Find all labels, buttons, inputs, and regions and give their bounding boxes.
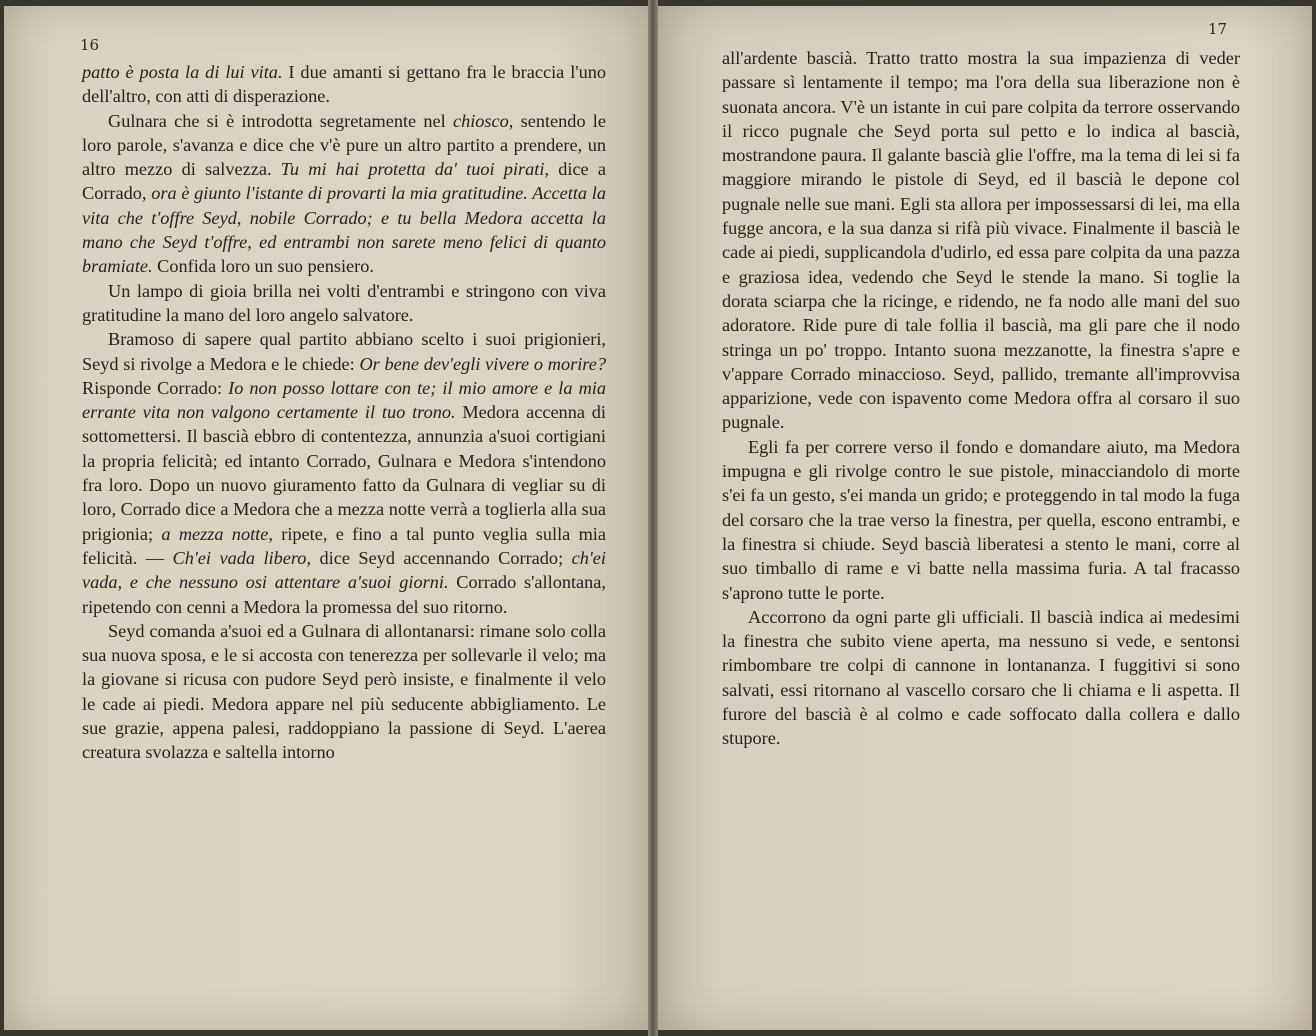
text-run: Corrado s'allontana, ripetendo con cenni a Medora la promessa del suo ritorno. <box>82 572 606 617</box>
italic-text-run: Tu mi hai protetta da' tuoi pirati, <box>280 159 550 180</box>
book-gutter <box>648 0 658 1036</box>
italic-text-run: ch'ei vada, e che nessuno osi attentare a'suoi giorni. <box>82 547 606 593</box>
text-run: Egli fa per correre verso il fondo e domandare aiuto, ma Medora impugna e gli rivolge contro le sue pistole, minacciandolo di morte s'ei fa un gesto, s'ei manda un grido; e proteggendo in tal modo la fuga del corsaro che la trae verso la finestra, per quella, escono entrambi, e la finestra si chiude. Seyd bascià liberatesi a stento le mani, corre al suo timballo di rame e vi batte nella massima furia. A tal fracasso s'aprono tutte le porte. <box>722 436 1240 603</box>
right-page-number: 17 <box>1208 20 1228 38</box>
italic-text-run: a mezza notte, <box>161 523 273 544</box>
text-run: Seyd comanda a'suoi ed a Gulnara di allontanarsi: rimane solo colla sua nuova sposa, e le si accosta con tenerezza per sollevarle il velo; ma la giovane si ricusa con pudore Seyd però insiste, e finalmente il velo le cade ai piedi. Medora appare nel più seducente abbigliamento. Le sue grazie, appena palesi, raddoppiano la passione di Seyd. L'aerea creatura svolazza e saltella intorno <box>82 620 606 763</box>
left-page-number: 16 <box>80 36 100 54</box>
text-run: ripete, e fino a tal punto veglia sulla mia felicità. — <box>82 523 606 568</box>
italic-text-run: chiosco, <box>452 110 514 131</box>
italic-text-run: Ch'ei vada libero, <box>172 547 312 568</box>
paragraph <box>722 46 1240 435</box>
italic-text-run: patto è posta la di lui vita. <box>82 62 283 82</box>
text-run: Accorrono da ogni parte gli ufficiali. Il bascià indica ai medesimi la finestra che subito viene aperta, ma nessuno si vede, e sentonsi rimbombare tre colpi di cannone in lontananza. I fuggitivi si sono salvati, essi ritornano al vascello corsaro che li chiama e li aspetta. Il furore del bascià è al colmo e cade soffocato dalla collera e dallo stupore. <box>722 606 1240 749</box>
text-run: I due amanti si gettano fra le braccia l'uno dell'altro, con atti di disperazione. <box>82 62 607 107</box>
paragraph <box>82 327 606 619</box>
text-run: all'ardente bascià. Tratto tratto mostra la sua impazienza di veder passare sì lentamente il tempo; ma l'ora della sua liberazione non è suonata ancora. V'è un istante in cui pare colpita da terrore osservando il ricco pugnale che Seyd porta sul petto e lo indica al bascià, mostrandone paura. Il galante bascià glie l'offre, ma la tema di lei si fa maggiore mirando le pistole di Seyd, ed il bascià le depone col pugnale nelle sue mani. Egli sta allora per impossessarsi di lei, ma ella fugge ancora, e la sua danza si rifà più vivace. Finalmente il bascià le cade ai piedi, supplicandola d'udirlo, ed essa pare colpita da una pazza e graziosa idea, vedendo che Seyd le stende la mano. Si toglie la dorata sciarpa che la ricinge, e ridendo, ne fa nodo alle mani del suo adoratore. Ride pure di tale follia il bascià, ma gli pare che il nodo stringa un po' troppo. Intanto suona mezzanotte, la finestra s'apre e v'appare Corrado minaccioso. Seyd, pallido, tremante all'improvvisa apparizione, vede con ispavento come Medora offra al corsaro il suo pugnale. <box>722 48 1240 433</box>
italic-text-run: Or bene dev'egli vivere o morire? <box>359 353 606 374</box>
text-run: dice a Corrado, <box>82 159 607 204</box>
paragraph <box>82 279 606 328</box>
paragraph <box>722 435 1240 605</box>
text-run: Un lampo di gioia brilla nei volti d'entrambi e stringono con viva gratitudine la mano del loro angelo salvatore. <box>82 280 606 325</box>
paragraph <box>722 605 1240 751</box>
left-page-text <box>82 60 606 765</box>
paragraph <box>82 109 606 279</box>
text-run: sentendo le loro parole, s'avanza e dice che v'è pure un altro partito a prendere, un altro mezzo di salvezza. <box>82 110 606 180</box>
text-run: Bramoso di sapere qual partito abbiano scelto i suoi prigionieri, Seyd si rivolge a Medora e le chiede: <box>82 329 606 374</box>
paragraph <box>82 619 606 765</box>
right-page-text <box>722 46 1240 751</box>
italic-text-run: ora è giunto l'istante di provarti la mia gratitudine. Accetta la vita che t'offre Seyd, nobile Corrado; e tu bella Medora accetta la mano che Seyd t'offre, ed entrambi non sarete meno felici di quanto bramiate. <box>82 183 606 277</box>
text-run: Medora accenna di sottomettersi. Il bascià ebbro di contentezza, annunzia a'suoi cortigiani la propria felicità; ed intanto Corrado, Gulnara e Medora s'intendono fra loro. Dopo un nuovo giuramento fatto da Gulnara di vegliar su di loro, Corrado dice a Medora che a mezza notte verrà a toglierla alla sua prigionia; <box>82 402 607 544</box>
text-run: Risponde Corrado: <box>82 377 229 398</box>
paragraph <box>82 60 606 109</box>
text-run: Gulnara che si è introdotta segretamente nel <box>108 110 453 131</box>
text-run: dice Seyd accennando Corrado; <box>311 547 572 568</box>
text-run: Confida loro un suo pensiero. <box>152 256 374 277</box>
italic-text-run: Io non posso lottare con te; il mio amore e la mia errante vita non valgono certamente il tuo trono. <box>82 377 606 423</box>
